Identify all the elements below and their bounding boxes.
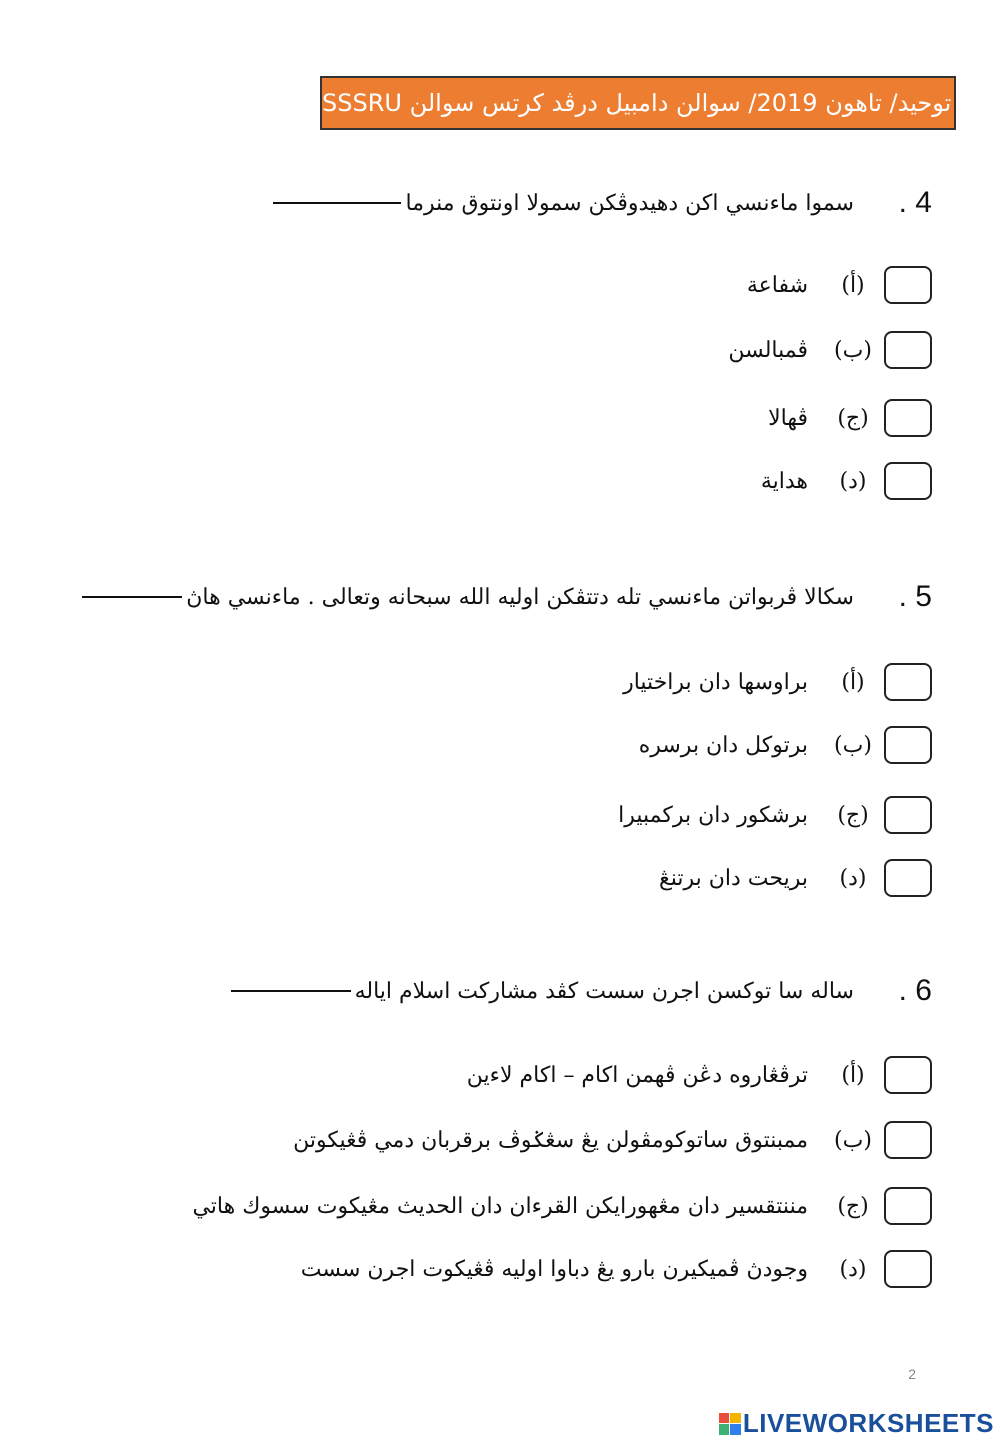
question-number: . 5: [898, 580, 932, 613]
answer-blank-line: [82, 596, 182, 598]
question-text: ساله سا توكسن اجرن سست كڤد مشاركت اسلام اياله: [354, 978, 854, 1004]
question-number: . 4: [898, 186, 932, 219]
option-b: [639, 726, 932, 764]
question-5: [82, 580, 932, 614]
answer-checkbox[interactable]: [884, 796, 932, 834]
question-text: سكالا ڤربواتن ماءنسي تله دتتڤكن اوليه الله سبحانه وتعالى . ماءنسي هاڽ: [186, 584, 854, 610]
page-number: 2: [908, 1366, 916, 1382]
option-letter: (أ): [841, 1062, 865, 1088]
option-letter: (د): [839, 468, 867, 494]
option-letter: (ب): [834, 1127, 872, 1153]
option-letter: (أ): [841, 272, 865, 298]
liveworksheets-logo-icon: [719, 1413, 741, 1435]
question-number: . 6: [898, 974, 932, 1007]
worksheet-title-banner: [320, 76, 956, 130]
option-a: [467, 1056, 932, 1094]
question-4: [273, 186, 932, 220]
option-d: [301, 1250, 932, 1288]
option-text: ڤمبالسن: [728, 337, 808, 363]
option-text: ترڤڠاروه دڠن ڤهمن اكام – اكام لاءين: [466, 1062, 808, 1088]
option-text: وجودڽ ڤميكيرن بارو يڠ دباوا اوليه ڤڠيكوت اجرن سست: [300, 1256, 808, 1282]
option-c: [618, 796, 932, 834]
option-letter: (ج): [837, 802, 869, 828]
answer-checkbox[interactable]: [884, 1187, 932, 1225]
option-text: مننتقسير دان مڠهورايكن القرءان دان الحديث مڠيكوت سسوك هاتي: [192, 1193, 808, 1219]
option-letter: (د): [839, 1256, 867, 1282]
answer-checkbox[interactable]: [884, 1121, 932, 1159]
option-text: براوسها دان براختيار: [623, 669, 808, 695]
option-a: [747, 266, 932, 304]
option-text: برتوكل دان برسره: [638, 732, 808, 758]
option-a: [623, 663, 932, 701]
option-letter: (د): [839, 865, 867, 891]
answer-checkbox[interactable]: [884, 1056, 932, 1094]
option-letter: (أ): [841, 669, 865, 695]
option-text: بريحت دان برتنڠ: [659, 865, 808, 891]
option-letter: (ج): [837, 405, 869, 431]
question-text: سموا ماءنسي اكن دهيدوڤكن سمولا اونتوق منرما: [405, 190, 854, 216]
option-letter: (ب): [834, 732, 872, 758]
option-c: [192, 1187, 932, 1225]
option-text: ممبنتوق ساتوكومڤولن يڠ سڠݢوڤ برقربان دمي ڤڠيكوتن: [293, 1127, 808, 1153]
answer-checkbox[interactable]: [884, 462, 932, 500]
answer-checkbox[interactable]: [884, 266, 932, 304]
answer-blank-line: [231, 990, 351, 992]
answer-checkbox[interactable]: [884, 663, 932, 701]
option-letter: (ج): [837, 1193, 869, 1219]
answer-checkbox[interactable]: [884, 859, 932, 897]
answer-checkbox[interactable]: [884, 726, 932, 764]
option-b: [728, 331, 932, 369]
option-text: برشكور دان بركمبيرا: [618, 802, 808, 828]
option-text: شفاعة: [746, 272, 808, 298]
option-text: ڤهالا: [768, 405, 808, 431]
question-6: [231, 974, 932, 1008]
option-letter: (ب): [834, 337, 872, 363]
worksheet-title: توحيد/ تاهون 2019/ سوالن دامبيل درڤد كرتس سوالن SSSRU: [322, 89, 952, 117]
option-c: [768, 399, 932, 437]
option-d: [659, 859, 932, 897]
option-d: [761, 462, 932, 500]
liveworksheets-logo[interactable]: [719, 1408, 994, 1439]
answer-checkbox[interactable]: [884, 331, 932, 369]
option-b: [293, 1121, 932, 1159]
option-text: هداية: [760, 468, 808, 494]
answer-checkbox[interactable]: [884, 399, 932, 437]
answer-blank-line: [273, 202, 401, 204]
liveworksheets-brand-text: LIVEWORKSHEETS: [742, 1408, 994, 1438]
answer-checkbox[interactable]: [884, 1250, 932, 1288]
